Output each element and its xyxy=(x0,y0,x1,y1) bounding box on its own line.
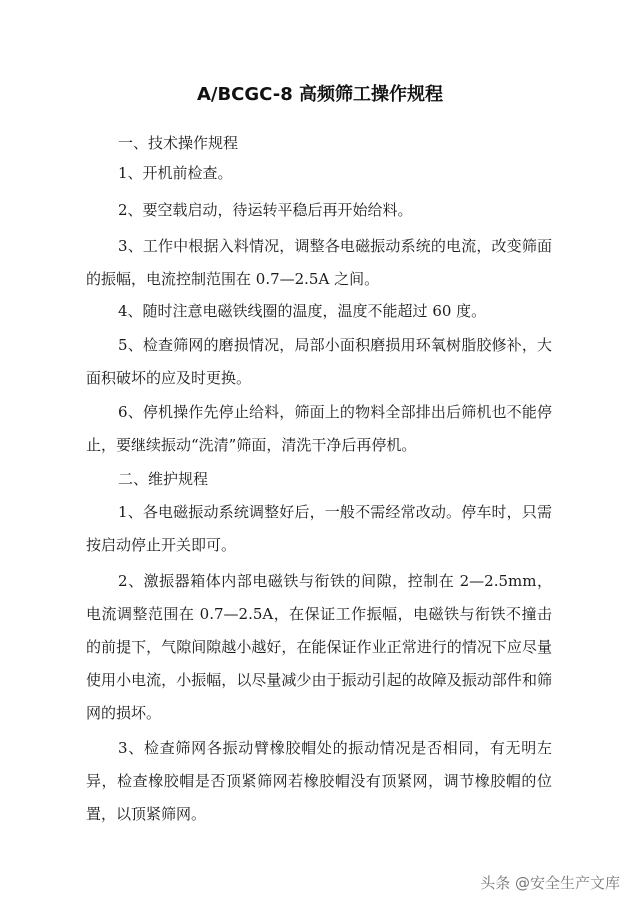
section-2-heading: 二、维护规程 xyxy=(118,470,209,488)
section-1-item-6: 6、停机操作先停止给料，筛面上的物料全部排出后筛机也不能停止，要继续振动“洗清”筛面，清洗干净后再停机。 xyxy=(86,403,552,454)
section-1-item-1: 1、开机前检查。 xyxy=(118,164,233,182)
section-2-item-2: 2、激振器箱体内部电磁铁与衔铁的间隙，控制在 2—2.5mm，电流调整范围在 0.7—2.5A，在保证工作振幅，电磁铁与衔铁不撞击的前提下，气隙间隙越小越好，在能保证作业正常进行的情况下应尽量使用小电流，小振幅，以尽量减少由于振动引起的故障及振动部件和筛网的损坏。 xyxy=(86,572,552,722)
document-title: A/BCGC-8 高频筛工操作规程 xyxy=(196,84,444,105)
section-1-item-5: 5、检查筛网的磨损情况，局部小面积磨损用环氧树脂胶修补，大面积破坏的应及时更换。 xyxy=(86,336,552,387)
section-2-item-3: 3、检查筛网各振动臂橡胶帽处的振动情况是否相同，有无明左异，检查橡胶帽是否顶紧筛网若橡胶帽没有顶紧网，调节橡胶帽的位置，以顶紧筛网。 xyxy=(86,739,552,823)
source-watermark: 头条 @安全生产文库 xyxy=(480,874,620,892)
section-1-heading: 一、技术操作规程 xyxy=(118,134,239,152)
section-1-item-3: 3、工作中根据入料情况，调整各电磁振动系统的电流，改变筛面的振幅，电流控制范围在 0.7—2.5A 之间。 xyxy=(86,237,552,288)
section-1-item-2: 2、要空载启动，待运转平稳后再开始给料。 xyxy=(118,201,413,219)
section-1-item-4: 4、随时注意电磁铁线圈的温度，温度不能超过 60 度。 xyxy=(118,302,487,320)
section-2-item-1: 1、各电磁振动系统调整好后，一般不需经常改动。停车时，只需按启动停止开关即可。 xyxy=(86,503,552,554)
